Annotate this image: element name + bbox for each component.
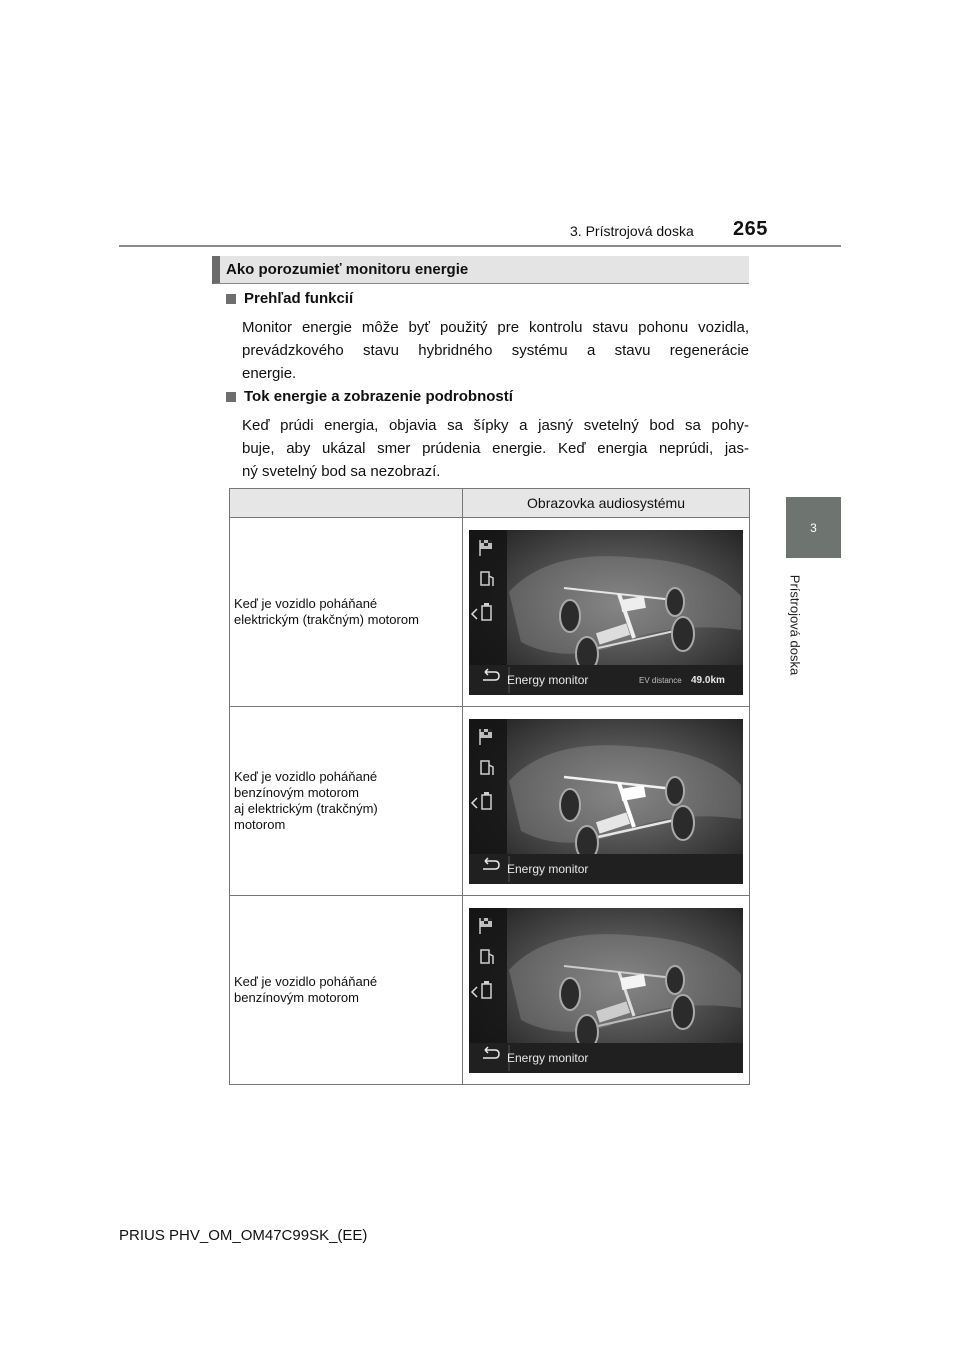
subsection-heading-flow	[226, 388, 513, 405]
chapter-header: 3. Prístrojová doska	[570, 223, 694, 239]
overview-paragraph	[242, 316, 749, 385]
label-line: benzínovým motorom	[234, 990, 359, 1005]
energy-monitor-table	[229, 488, 750, 1085]
ev-distance-value: 49.0km	[691, 674, 725, 686]
energy-monitor-screen	[469, 530, 743, 695]
side-tab-label: Prístrojová doska	[787, 574, 803, 676]
table-row	[230, 896, 750, 1085]
table-header-screen: Obrazovka audiosystému	[463, 489, 750, 518]
side-tab-number: 3	[786, 497, 841, 558]
square-bullet-icon	[226, 392, 236, 402]
label-line: Keď je vozidlo poháňané	[234, 596, 378, 611]
row-label	[230, 707, 463, 896]
side-tab-label-wrap	[770, 560, 820, 690]
screen-title: Energy monitor	[507, 672, 589, 687]
document-code: PRIUS PHV_OM_OM47C99SK_(EE)	[119, 1227, 368, 1244]
label-line: Keď je vozidlo poháňané	[234, 769, 378, 784]
table-header-row	[230, 489, 750, 518]
row-screen-cell	[463, 896, 750, 1085]
paragraph-line: buje, aby ukázal smer prúdenia energie. Keď energia neprúdi, jas-	[242, 440, 749, 457]
ev-distance-label: EV distance	[639, 675, 682, 685]
label-line: benzínovým motorom	[234, 785, 359, 800]
row-label	[230, 518, 463, 707]
page-number: 265	[733, 218, 768, 240]
row-screen-cell	[463, 518, 750, 707]
label-line: elektrickým (trakčným) motorom	[234, 612, 419, 627]
paragraph-line: ný svetelný bod sa nezobrazí.	[242, 463, 441, 480]
section-title: Ako porozumieť monitoru energie	[226, 261, 469, 278]
subsection-title: Prehľad funkcií	[244, 290, 354, 307]
paragraph-line: Keď prúdi energia, objavia sa šípky a jasný svetelný bod sa pohy-	[242, 417, 749, 434]
table-row	[230, 518, 750, 707]
energy-monitor-screen	[469, 719, 743, 884]
paragraph-line: prevádzkového stavu hybridného systému a stavu regenerácie	[242, 342, 749, 359]
label-line: motorom	[234, 817, 286, 832]
screen-title: Energy monitor	[507, 861, 589, 876]
section-heading	[212, 256, 749, 284]
square-bullet-icon	[226, 294, 236, 304]
table-row	[230, 707, 750, 896]
screen-title: Energy monitor	[507, 1050, 589, 1065]
energy-monitor-screen	[469, 908, 743, 1073]
row-label	[230, 896, 463, 1085]
table-header-blank	[230, 489, 463, 518]
paragraph-line: Monitor energie môže byť použitý pre kontrolu stavu pohonu vozidla,	[242, 319, 749, 336]
header-rule	[119, 245, 841, 247]
label-line: aj elektrickým (trakčným)	[234, 801, 378, 816]
subsection-title: Tok energie a zobrazenie podrobností	[244, 388, 513, 405]
flow-paragraph	[242, 414, 749, 483]
label-line: Keď je vozidlo poháňané	[234, 974, 378, 989]
subsection-heading-overview	[226, 290, 353, 307]
paragraph-line: energie.	[242, 365, 297, 382]
row-screen-cell	[463, 707, 750, 896]
